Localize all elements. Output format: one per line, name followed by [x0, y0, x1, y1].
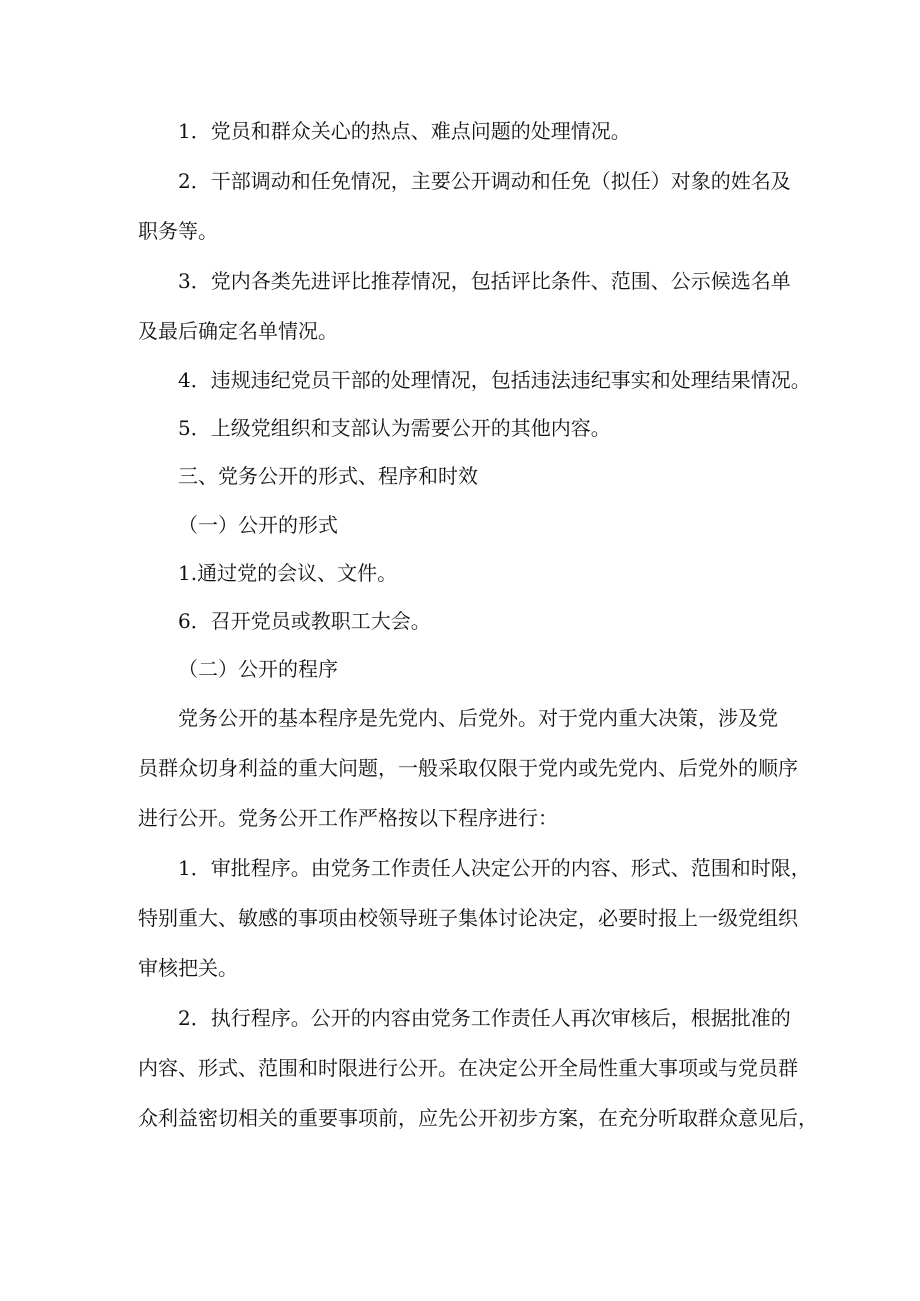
procedure-paragraph-line-1: 党务公开的基本程序是先党内、后党外。对于党内重大决策，涉及党: [178, 706, 778, 730]
form-item-6: 6．召开党员或教职工大会。: [178, 609, 431, 633]
execution-paragraph-line-1: 2．执行程序。公开的内容由党务工作责任人再次审核后，根据批准的: [178, 1006, 791, 1030]
procedure-paragraph-line-3: 进行公开。党务公开工作严格按以下程序进行：: [138, 806, 558, 830]
form-item-1: 1.通过党的会议、文件。: [178, 561, 398, 585]
execution-paragraph-line-2: 内容、形式、范围和时限进行公开。在决定公开全局性重大事项或与党员群: [138, 1056, 798, 1080]
paragraph-2-line-2: 职务等。: [138, 219, 218, 243]
paragraph-4-line-1: 4．违规违纪党员干部的处理情况，包括违法违纪事实和处理结果情况。: [178, 368, 811, 392]
execution-paragraph-line-3: 众利益密切相关的重要事项前，应先公开初步方案，在充分听取群众意见后，: [138, 1106, 818, 1130]
paragraph-2-line-1: 2．干部调动和任免情况，主要公开调动和任免（拟任）对象的姓名及: [178, 169, 791, 193]
section-heading-3: 三、党务公开的形式、程序和时效: [178, 464, 478, 488]
approval-paragraph-line-2: 特别重大、敏感的事项由校领导班子集体讨论决定，必要时报上一级党组织: [138, 906, 798, 930]
approval-paragraph-line-1: 1．审批程序。由党务工作责任人决定公开的内容、形式、范围和时限，: [178, 856, 811, 880]
subheading-1: （一）公开的形式: [178, 513, 338, 537]
paragraph-5-line-1: 5．上级党组织和支部认为需要公开的其他内容。: [178, 416, 611, 440]
paragraph-3-line-1: 3．党内各类先进评比推荐情况，包括评比条件、范围、公示候选名单: [178, 269, 791, 293]
subheading-2: （二）公开的程序: [178, 657, 338, 681]
paragraph-3-line-2: 及最后确定名单情况。: [138, 319, 338, 343]
procedure-paragraph-line-2: 员群众切身利益的重大问题，一般采取仅限于党内或先党内、后党外的顺序: [138, 756, 798, 780]
paragraph-1-line-1: 1．党员和群众关心的热点、难点问题的处理情况。: [178, 119, 631, 143]
approval-paragraph-line-3: 审核把关。: [138, 956, 238, 980]
